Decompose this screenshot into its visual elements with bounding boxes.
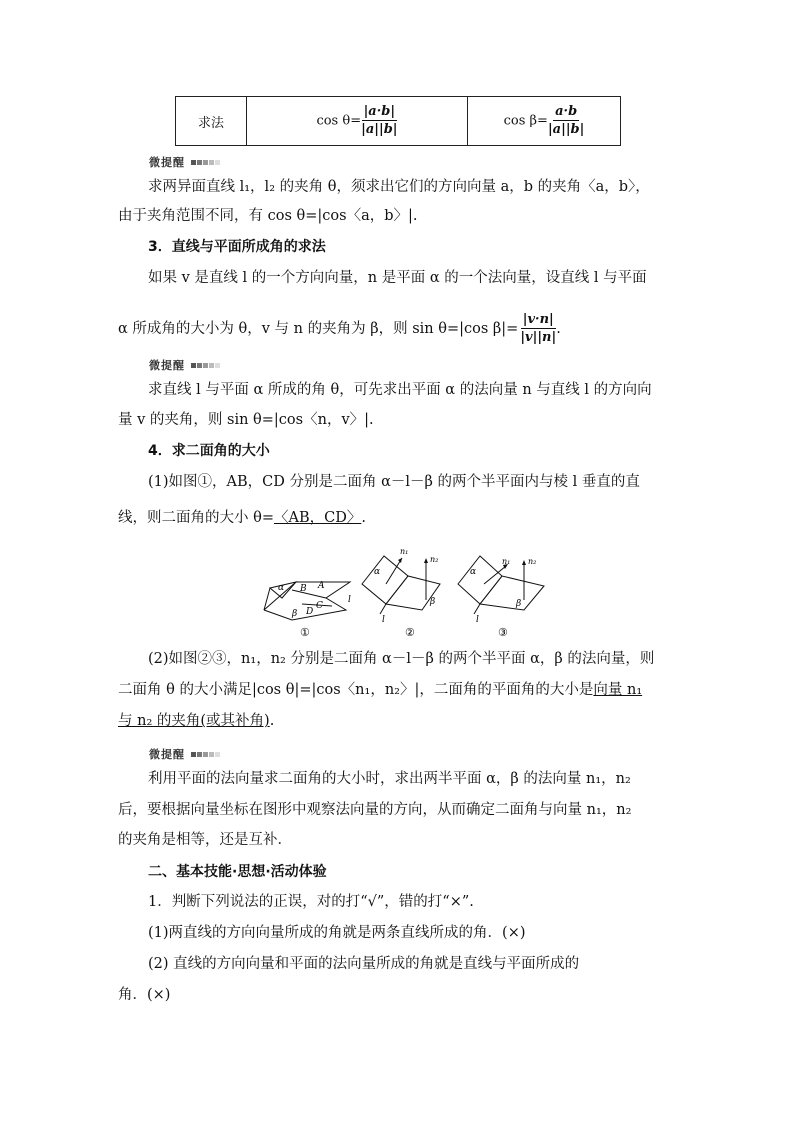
answer-text: 与 n₂ 的夹角(或其补角) (118, 713, 270, 729)
question-line: 1．判断下列说法的正误，对的打“√”，错的打“×”. (148, 894, 474, 910)
figure-label: n₁ (502, 557, 511, 566)
tip-label-text: 微提醒 (149, 156, 185, 169)
period: . (269, 713, 275, 729)
table-row-label: 求法 (176, 97, 247, 146)
paragraph-line: 如果 v 是直线 l 的一个方向向量，n 是平面 α 的一个法向量，设直线 l 与平面 (148, 270, 647, 286)
figure-3 (458, 556, 544, 639)
figure-1 (264, 581, 351, 639)
dihedral-angle-answer: 〈AB，CD〉 (274, 510, 362, 526)
figure-caption: ① (300, 626, 310, 639)
tip-label-text: 微提醒 (149, 359, 185, 372)
text: 二面角 θ 的大小满足|cos θ|=|cos〈n₁，n₂〉|，二面角的平面角的大小是 (118, 682, 594, 698)
figure-label: β (516, 599, 522, 609)
section-heading: 4．求二面角的大小 (148, 443, 270, 459)
fraction-denominator: |a||b| (547, 122, 585, 137)
figure-label: β (430, 597, 436, 607)
period: . (361, 510, 366, 526)
table-cell-cos-beta (468, 97, 621, 146)
fraction-numerator: a·b (555, 104, 578, 119)
question-item: 角．(×) (118, 987, 171, 1003)
figure-label: α (374, 567, 381, 577)
section-heading: 二、基本技能·思想·活动体验 (148, 864, 327, 880)
fraction-denominator: |a||b| (361, 122, 398, 137)
figure-label: l (382, 615, 385, 625)
question-item: (1)两直线的方向向量所成的角就是两条直线所成的角．(×) (148, 925, 526, 941)
fraction-denominator: |v||n| (520, 330, 557, 345)
figure-label: α (278, 583, 285, 593)
figure-label: D (306, 607, 314, 617)
period: . (556, 321, 561, 337)
paragraph-line: 后，要根据向量坐标在图形中观察法向量的方向，从而确定二面角与向量 n₁，n₂ (118, 802, 632, 818)
formula-text: α 所成角的大小为 θ，v 与 n 的夹角为 β，则 sin θ=|cos β|= (118, 321, 519, 337)
question-item: (2) 直线的方向向量和平面的法向量所成的角就是直线与平面所成的 (148, 956, 580, 972)
tip-label (149, 357, 220, 373)
figure-label: n₂ (528, 557, 537, 566)
cos-theta-fraction (361, 104, 397, 138)
table-cell-cos-theta (247, 97, 468, 146)
cos-beta-fraction (548, 104, 584, 138)
figure-label: n₁ (400, 547, 409, 556)
paragraph-line: (2)如图②③，n₁，n₂ 分别是二面角 α－l－β 的两个半平面 α，β 的法向量，则 (148, 651, 655, 667)
figure-label: β (292, 609, 298, 619)
figure-2 (362, 547, 440, 639)
text: 线，则二面角的大小 θ= (118, 510, 274, 526)
figure-label: l (348, 595, 351, 605)
paragraph-line: 求两异面直线 l₁，l₂ 的夹角 θ，须求出它们的方向向量 a，b 的夹角〈a，b〉， (148, 179, 650, 195)
tip-label (149, 746, 220, 762)
figure-label: C (316, 601, 323, 611)
figure-label: B (300, 584, 307, 594)
sin-theta-fraction (520, 312, 556, 346)
tip-label-text: 微提醒 (149, 748, 185, 761)
paragraph-line: 求直线 l 与平面 α 所成的角 θ，可先求出平面 α 的法向量 n 与直线 l 的方向向 (148, 382, 652, 398)
paragraph-line: 量 v 的夹角，则 sin θ=|cos〈n，v〉|. (118, 412, 374, 428)
paragraph-line: 的夹角是相等，还是互补． (118, 832, 292, 848)
tip-label (149, 154, 220, 170)
paragraph-line (118, 680, 642, 700)
answer-text: 向量 n₁ (593, 682, 643, 698)
paragraph-line (118, 312, 561, 346)
paragraph-line: (1)如图①，AB，CD 分别是二面角 α－l－β 的两个半平面内与棱 l 垂直的直 (148, 474, 640, 490)
figure-label: l (476, 615, 479, 625)
paragraph-line (118, 508, 366, 528)
fraction-numerator: |v·n| (522, 312, 554, 327)
paragraph-line: 由于夹角范围不同，有 cos θ=|cos〈a，b〉|. (118, 208, 418, 224)
cos-beta-prefix: cos β= (503, 113, 548, 129)
cos-theta-prefix: cos θ= (316, 113, 362, 129)
figure-label: A (318, 581, 325, 591)
paragraph-line (118, 711, 274, 731)
formula-table (175, 96, 621, 146)
figure-label: α (470, 567, 477, 577)
dihedral-figures (262, 544, 562, 640)
figure-label: n₂ (430, 555, 439, 564)
figure-caption: ② (405, 626, 415, 639)
section-heading: 3．直线与平面所成角的求法 (148, 239, 326, 255)
figure-caption: ③ (498, 626, 508, 639)
paragraph-line: 利用平面的法向量求二面角的大小时，求出两半平面 α，β 的法向量 n₁，n₂ (148, 771, 631, 787)
fraction-numerator: |a·b| (363, 104, 396, 119)
